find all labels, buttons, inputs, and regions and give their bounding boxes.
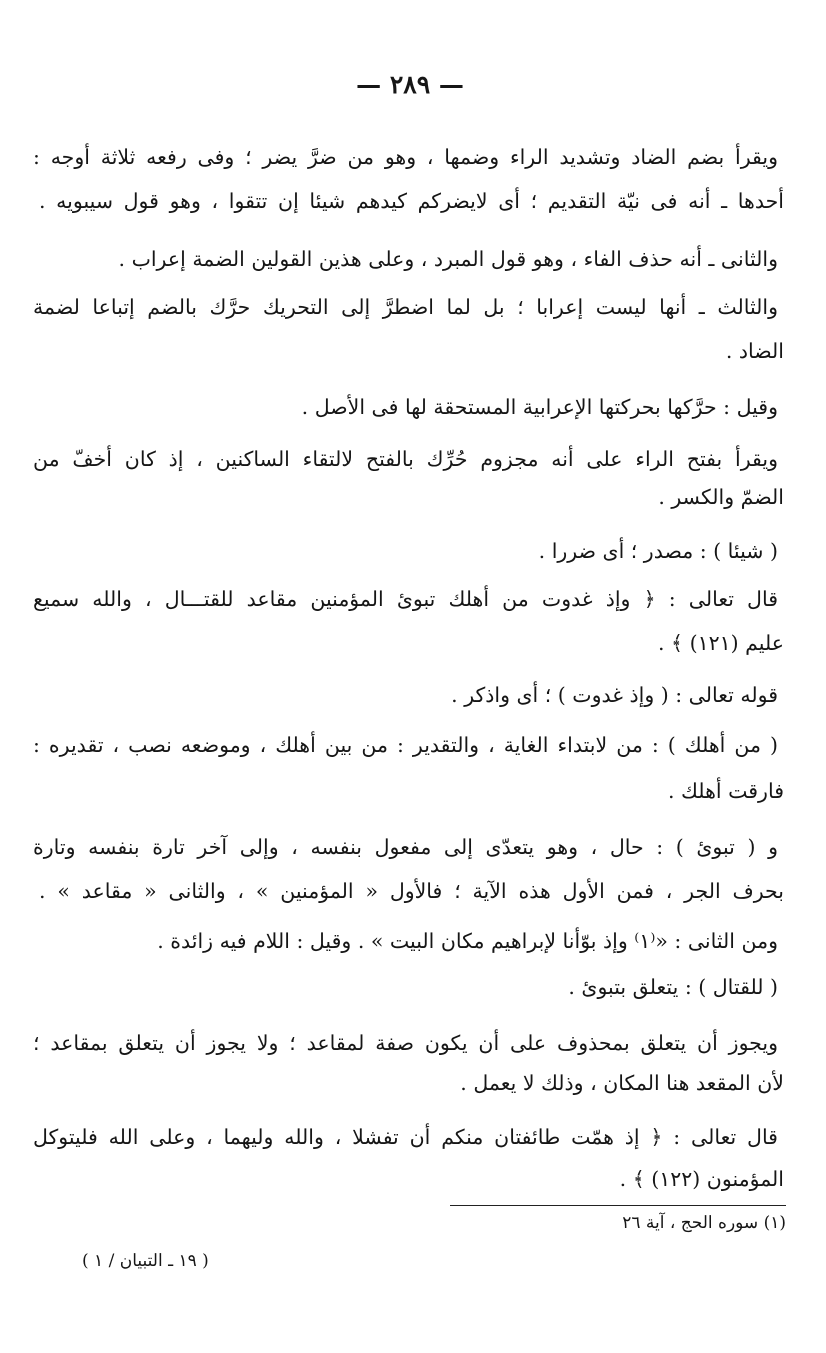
text-line: الضاد .	[725, 339, 784, 363]
text-line: أحدها ـ أنه فى نيّة التقديم ؛ أى لايضركم كيدهم شيئا إن تتقوا ، وهو قول سيبويه .	[39, 189, 784, 213]
text-line: وقيل : حرَّكها بحركتها الإعرابية المستحقة لها فى الأصل .	[301, 395, 778, 419]
footnote-divider	[450, 1205, 786, 1206]
quran-verse-line: قال تعالى : ﴿ وإذ غدوت من أهلك تبوئ المؤمنين مقاعد للقتـــال ، والله سميع	[33, 587, 778, 611]
quran-verse-line: عليم (١٢١) ﴾ .	[658, 631, 784, 655]
text-line: الضمّ والكسر .	[658, 485, 784, 509]
footnote: (١) سوره الحج ، آية ٢٦	[622, 1213, 786, 1233]
quran-verse-line: المؤمنون (١٢٢) ﴾ .	[619, 1167, 784, 1191]
text-line: ( للقتال ) : يتعلق بتبوئ .	[568, 975, 778, 999]
text-line: و ( تبوئ ) : حال ، وهو يتعدّى إلى مفعول بنفسه ، وإلى آخر تارة بنفسه وتارة	[33, 835, 778, 859]
page-number: — ٢٨٩ —	[356, 70, 464, 99]
text-line: ويجوز أن يتعلق بمحذوف على أن يكون صفة لمقاعد ؛ ولا يجوز أن يتعلق بمقاعد ؛	[33, 1031, 778, 1055]
text-line: قوله تعالى : ( وإذ غدوت ) ؛ أى واذكر .	[451, 683, 778, 707]
text-line: والثالث ـ أنها ليست إعرابا ؛ بل لما اضطرَّ إلى التحريك حرَّك بالضم إتباعا لضمة	[33, 295, 778, 319]
text-line: ( شيئا ) : مصدر ؛ أى ضررا .	[538, 539, 778, 563]
text-line: بحرف الجر ، فمن الأول هذه الآية ؛ فالأول « المؤمنين » ، والثانى « مقاعد » .	[39, 879, 784, 903]
text-line: ومن الثانى : «⁽١⁾ وإذ بوّأنا لإبراهيم مكان البيت » . وقيل : اللام فيه زائدة .	[157, 929, 778, 953]
text-line: ويقرأ بفتح الراء على أنه مجزوم حُرِّك بالفتح لالتقاء الساكنين ، إذ كان أخفّ من	[33, 447, 778, 471]
quran-verse-line: قال تعالى : ﴿ إذ همّت طائفتان منكم أن تفشلا ، والله وليهما ، وعلى الله فليتوكل	[33, 1125, 778, 1149]
printer-signature: ( ١٩ ـ التبيان / ١ )	[82, 1251, 209, 1271]
text-line: ( من أهلك ) : من لابتداء الغاية ، والتقدير : من بين أهلك ، وموضعه نصب ، تقديره :	[33, 733, 778, 757]
text-line: فارقت أهلك .	[668, 779, 784, 803]
text-line: لأن المقعد هنا المكان ، وذلك لا يعمل .	[460, 1071, 784, 1095]
text-line: والثانى ـ أنه حذف الفاء ، وهو قول المبرد ، وعلى هذين القولين الضمة إعراب .	[118, 247, 778, 271]
text-line: ويقرأ بضم الضاد وتشديد الراء وضمها ، وهو من ضرَّ يضر ؛ وفى رفعه ثلاثة أوجه :	[33, 145, 778, 169]
